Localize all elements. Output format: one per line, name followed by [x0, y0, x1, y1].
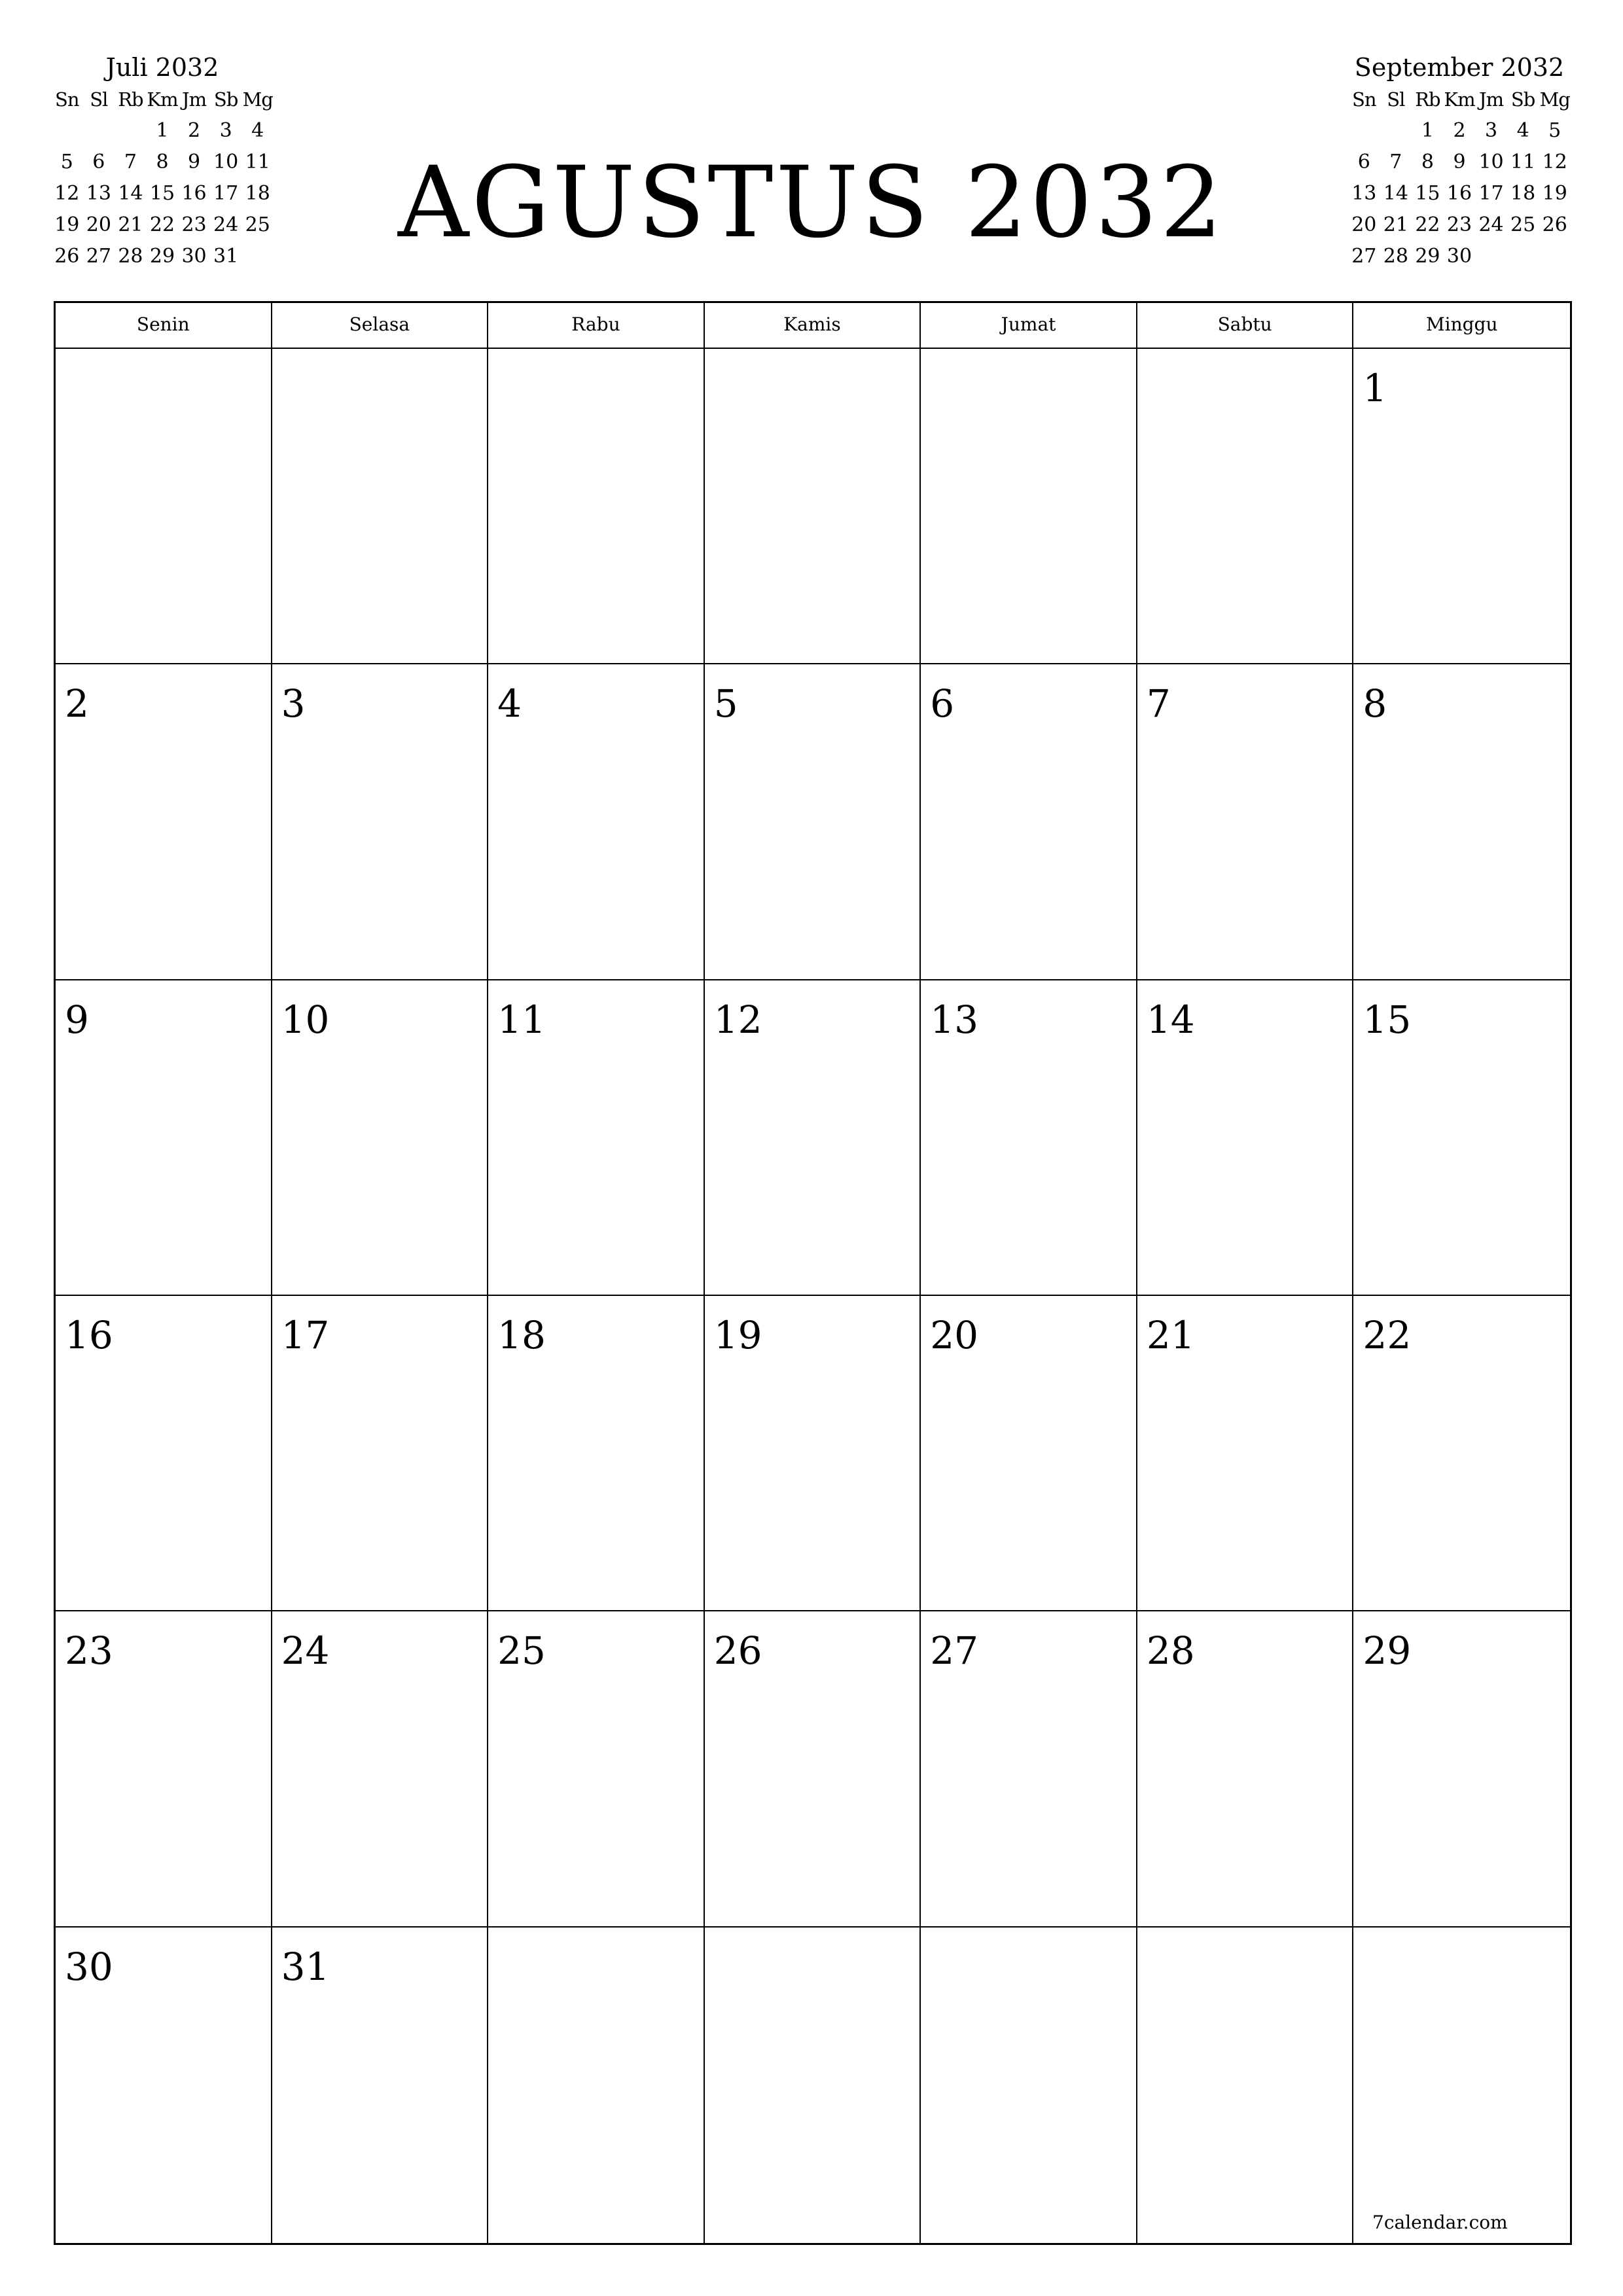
- mini-next-day: 24: [1478, 213, 1504, 236]
- mini-next-day: 21: [1383, 213, 1408, 236]
- mini-next-day: 3: [1485, 119, 1498, 142]
- day-cell: [272, 1296, 489, 1611]
- mini-prev-weekday: Mg: [242, 88, 273, 111]
- day-number: 31: [281, 1944, 330, 1989]
- day-cell: [56, 1928, 272, 2243]
- mini-next-day: 30: [1446, 245, 1472, 268]
- day-cell: [272, 1928, 489, 2243]
- day-cell: [921, 664, 1137, 980]
- mini-prev-day: 19: [54, 213, 80, 236]
- mini-calendar-next-title: September 2032: [1354, 53, 1565, 82]
- day-cell: [488, 980, 705, 1296]
- month-calendar-grid: [54, 301, 1572, 2245]
- day-cell: [56, 1296, 272, 1611]
- day-number: 15: [1363, 997, 1412, 1042]
- mini-prev-day: 17: [213, 182, 239, 205]
- day-number: 21: [1146, 1313, 1195, 1357]
- day-number: 14: [1146, 997, 1195, 1042]
- day-cell: [488, 1611, 705, 1927]
- day-number: 27: [930, 1628, 979, 1674]
- day-cell: [1353, 1611, 1570, 1927]
- mini-next-day: 17: [1478, 182, 1504, 205]
- mini-prev-day: 10: [213, 151, 239, 173]
- mini-calendar-prev-grid: [51, 84, 274, 272]
- day-cell: [56, 1611, 272, 1927]
- day-cell: [272, 349, 489, 664]
- day-number: 19: [713, 1313, 762, 1357]
- mini-prev-day: 22: [149, 213, 175, 236]
- weekday-header-minggu: Minggu: [1353, 303, 1570, 349]
- mini-next-day: 18: [1510, 182, 1536, 205]
- day-cell: [705, 1928, 921, 2243]
- mini-prev-day: 9: [188, 151, 201, 173]
- day-number: 25: [497, 1628, 546, 1674]
- mini-prev-day: 16: [181, 182, 207, 205]
- mini-next-weekday: Jm: [1479, 88, 1504, 111]
- day-cell: [705, 1296, 921, 1611]
- day-number: 13: [930, 997, 979, 1042]
- mini-prev-day: [83, 115, 115, 147]
- mini-next-day: 1: [1421, 119, 1434, 142]
- mini-next-day: [1348, 115, 1380, 147]
- mini-prev-day: 1: [156, 119, 169, 142]
- mini-prev-day: 3: [219, 119, 232, 142]
- day-cell: [488, 1296, 705, 1611]
- day-cell: [1137, 349, 1354, 664]
- mini-prev-weekday: Sb: [213, 88, 238, 111]
- mini-next-day: 15: [1415, 182, 1440, 205]
- mini-next-weekday: Km: [1444, 88, 1475, 111]
- mini-prev-day: [115, 115, 147, 147]
- day-cell: [1137, 980, 1354, 1296]
- mini-next-weekday: Rb: [1415, 88, 1440, 111]
- day-cell: [1353, 349, 1570, 664]
- mini-prev-day: 11: [245, 151, 270, 173]
- day-cell: [1353, 1296, 1570, 1611]
- mini-next-day: [1475, 241, 1507, 272]
- mini-next-day: 7: [1389, 151, 1402, 173]
- mini-next-day: 29: [1415, 245, 1440, 268]
- day-cell: [921, 1928, 1137, 2243]
- footer-credit: 7calendar.com: [1372, 2212, 1508, 2233]
- day-cell: [705, 980, 921, 1296]
- mini-prev-day: 7: [124, 151, 137, 173]
- mini-next-day: [1380, 115, 1412, 147]
- mini-prev-day: 2: [188, 119, 201, 142]
- mini-next-day: 22: [1415, 213, 1440, 236]
- mini-next-weekday: Sb: [1510, 88, 1535, 111]
- day-number: 26: [713, 1628, 762, 1674]
- day-number: 3: [281, 681, 306, 726]
- mini-next-day: 6: [1357, 151, 1370, 173]
- mini-prev-day: 31: [213, 245, 239, 268]
- mini-next-day: [1539, 241, 1571, 272]
- mini-prev-day: 21: [118, 213, 143, 236]
- mini-calendar-prev-title: Juli 2032: [105, 53, 219, 82]
- mini-prev-day: 4: [251, 119, 264, 142]
- day-number: 11: [497, 997, 546, 1042]
- day-cell: [272, 1611, 489, 1927]
- mini-prev-weekday: Km: [147, 88, 178, 111]
- day-number: 29: [1363, 1628, 1412, 1674]
- day-number: 5: [713, 681, 738, 726]
- day-cell: [56, 980, 272, 1296]
- mini-prev-day: 28: [118, 245, 143, 268]
- day-cell: [921, 980, 1137, 1296]
- day-cell: [488, 664, 705, 980]
- weekday-header-sabtu: Sabtu: [1137, 303, 1354, 349]
- day-cell: [705, 1611, 921, 1927]
- mini-prev-day: 12: [54, 182, 80, 205]
- mini-next-day: 4: [1516, 119, 1529, 142]
- mini-next-weekday: Sn: [1352, 88, 1376, 111]
- mini-prev-day: 29: [149, 245, 175, 268]
- mini-next-day: 27: [1351, 245, 1377, 268]
- weekday-header-rabu: Rabu: [488, 303, 705, 349]
- day-cell: [921, 349, 1137, 664]
- mini-prev-day: 23: [181, 213, 207, 236]
- mini-next-day: 28: [1383, 245, 1408, 268]
- mini-calendar-prev: [51, 51, 274, 272]
- mini-next-day: 10: [1478, 151, 1504, 173]
- mini-calendar-next-grid: [1348, 84, 1571, 272]
- mini-prev-day: 8: [156, 151, 169, 173]
- day-cell: [488, 349, 705, 664]
- mini-prev-day: 6: [92, 151, 105, 173]
- mini-prev-day: 5: [60, 151, 73, 173]
- day-number: 23: [65, 1628, 113, 1674]
- weekday-header-kamis: Kamis: [705, 303, 921, 349]
- day-number: 12: [713, 997, 762, 1042]
- day-number: 8: [1363, 681, 1387, 726]
- weekday-header-senin: Senin: [56, 303, 272, 349]
- mini-next-day: 9: [1453, 151, 1466, 173]
- mini-prev-day: 20: [86, 213, 111, 236]
- day-number: 7: [1146, 681, 1171, 726]
- day-cell: [1137, 664, 1354, 980]
- day-number: 18: [497, 1313, 546, 1357]
- weekday-header-jumat: Jumat: [921, 303, 1137, 349]
- day-cell: [56, 664, 272, 980]
- mini-prev-day: 30: [181, 245, 207, 268]
- day-number: 22: [1363, 1313, 1412, 1357]
- day-cell: [921, 1611, 1137, 1927]
- day-number: 1: [1363, 366, 1387, 410]
- mini-prev-day: 18: [245, 182, 270, 205]
- mini-prev-weekday: Jm: [182, 88, 207, 111]
- mini-prev-day: [241, 241, 274, 272]
- day-number: 28: [1146, 1628, 1195, 1674]
- day-cell: [1137, 1928, 1354, 2243]
- mini-prev-day: 26: [54, 245, 80, 268]
- day-number: 30: [65, 1944, 113, 1989]
- day-cell: [488, 1928, 705, 2243]
- mini-next-day: 8: [1421, 151, 1434, 173]
- day-cell: [1353, 980, 1570, 1296]
- day-number: 24: [281, 1628, 330, 1674]
- mini-prev-day: 24: [213, 213, 239, 236]
- mini-next-day: 11: [1510, 151, 1536, 173]
- mini-next-day: 23: [1446, 213, 1472, 236]
- mini-next-day: 19: [1542, 182, 1567, 205]
- mini-next-day: 20: [1351, 213, 1377, 236]
- mini-next-weekday: Sl: [1387, 88, 1405, 111]
- weekday-header-selasa: Selasa: [272, 303, 489, 349]
- day-number: 6: [930, 681, 955, 726]
- mini-prev-weekday: Sl: [90, 88, 108, 111]
- mini-next-day: [1507, 241, 1539, 272]
- mini-prev-day: [51, 115, 83, 147]
- day-cell: [1353, 664, 1570, 980]
- mini-prev-day: 27: [86, 245, 111, 268]
- mini-next-weekday: Mg: [1539, 88, 1570, 111]
- mini-calendar-next: [1348, 51, 1571, 272]
- day-cell: [705, 664, 921, 980]
- mini-prev-day: 13: [86, 182, 111, 205]
- day-cell: [56, 349, 272, 664]
- mini-next-day: 26: [1542, 213, 1567, 236]
- mini-next-day: 2: [1453, 119, 1466, 142]
- day-number: 10: [281, 997, 330, 1042]
- day-cell: [272, 664, 489, 980]
- mini-next-day: 12: [1542, 151, 1567, 173]
- day-cell: [1137, 1611, 1354, 1927]
- day-number: 4: [497, 681, 522, 726]
- day-cell: [272, 980, 489, 1296]
- day-number: 2: [65, 681, 89, 726]
- mini-next-day: 13: [1351, 182, 1377, 205]
- day-cell: [1137, 1296, 1354, 1611]
- day-number: 16: [65, 1313, 113, 1357]
- mini-prev-weekday: Sn: [55, 88, 79, 111]
- page-title: AGUSTUS 2032: [398, 146, 1225, 260]
- mini-next-day: 16: [1446, 182, 1472, 205]
- mini-prev-day: 25: [245, 213, 270, 236]
- day-cell: [921, 1296, 1137, 1611]
- mini-next-day: 5: [1548, 119, 1561, 142]
- mini-prev-day: 15: [149, 182, 175, 205]
- mini-prev-day: 14: [118, 182, 143, 205]
- day-number: 20: [930, 1313, 979, 1357]
- day-cell: [1353, 1928, 1570, 2243]
- day-cell: [705, 349, 921, 664]
- day-number: 17: [281, 1313, 330, 1357]
- mini-next-day: 14: [1383, 182, 1408, 205]
- day-number: 9: [65, 997, 89, 1042]
- mini-prev-weekday: Rb: [118, 88, 143, 111]
- mini-next-day: 25: [1510, 213, 1536, 236]
